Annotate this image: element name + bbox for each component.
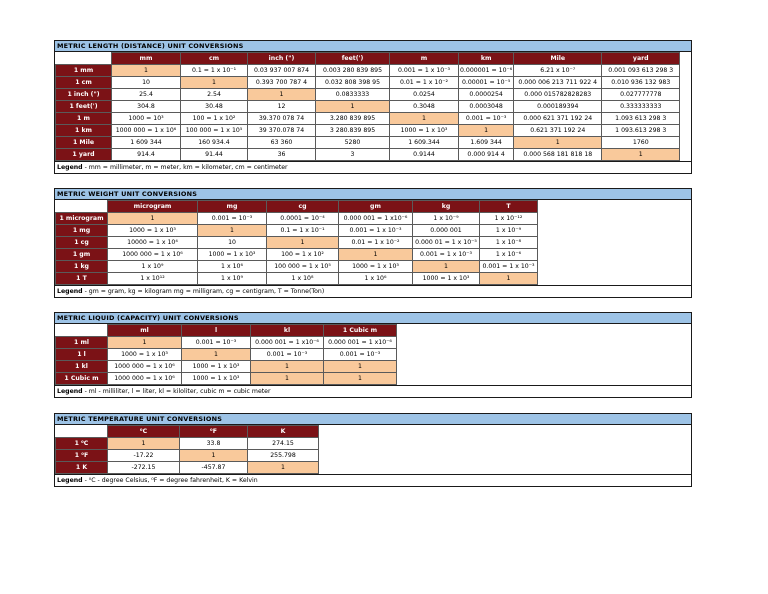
table-cell: 914.4 xyxy=(112,149,181,161)
table-cell: 0.001 = 10⁻³ xyxy=(251,349,324,361)
column-header: kl xyxy=(251,325,324,337)
legend xyxy=(55,385,691,397)
row-header: 1 microgram xyxy=(56,213,108,225)
table-cell: 0.3048 xyxy=(390,101,459,113)
row-header: 1 cg xyxy=(56,237,108,249)
header-row xyxy=(56,53,680,65)
table-cell: 0.001 = 10⁻³ xyxy=(324,349,397,361)
table-cell: 100 = 1 x 10² xyxy=(267,249,339,261)
table-cell: 0.000 01 = 1 x 10⁻⁵ xyxy=(413,237,480,249)
column-header: K xyxy=(248,426,319,438)
table-cell: 100 = 1 x 10² xyxy=(181,113,248,125)
table-cell: 1000 = 1 x 10³ xyxy=(108,225,198,237)
legend xyxy=(55,474,691,486)
table-cell: 0.000 006 213 711 922 4 xyxy=(514,77,602,89)
table-cell: 1 xyxy=(602,149,680,161)
table-cell: 1 xyxy=(108,438,180,450)
table-cell: 1 xyxy=(267,237,339,249)
table-cell: 0.1 = 1 x 10⁻¹ xyxy=(181,65,248,77)
table-cell: 1 xyxy=(514,137,602,149)
column-header: feet(') xyxy=(316,53,390,65)
legend-text: - gm = gram, kg = kilogram mg = milligram, cg = centigram, T = Tonne(Ton) xyxy=(82,288,325,295)
table-cell: 1000 000 = 1 x 10⁶ xyxy=(108,361,182,373)
column-header: T xyxy=(480,201,538,213)
table-cell: 0.000189394 xyxy=(514,101,602,113)
table-cell: 304.8 xyxy=(112,101,181,113)
weight-conversion-section xyxy=(54,188,692,298)
table-cell: 0.001 093 613 298 3 xyxy=(602,65,680,77)
column-header: microgram xyxy=(108,201,198,213)
row-header: 1 inch (") xyxy=(56,89,112,101)
table-cell: 0.621 371 192 24 xyxy=(514,125,602,137)
table-cell: 10000 = 1 x 10⁴ xyxy=(108,237,198,249)
table-cell: 0.032 808 398 95 xyxy=(316,77,390,89)
table-cell: 1 x 10⁶ xyxy=(339,273,413,285)
table-cell: 1 xyxy=(108,213,198,225)
column-header: cm xyxy=(181,53,248,65)
row-header: 1 mg xyxy=(56,225,108,237)
table-cell: 0.0833333 xyxy=(316,89,390,101)
legend xyxy=(55,161,691,173)
table-cell: 25.4 xyxy=(112,89,181,101)
table-cell: 0.001 = 1 x 10⁻³ xyxy=(339,225,413,237)
table-row xyxy=(56,113,680,125)
column-header: ⁰F xyxy=(180,426,248,438)
header-row xyxy=(56,201,538,213)
column-header: Mile xyxy=(514,53,602,65)
column-header: m xyxy=(390,53,459,65)
table-cell: 1 xyxy=(180,450,248,462)
table-cell: 6.21 x 10⁻⁷ xyxy=(514,65,602,77)
table-cell: 5280 xyxy=(316,137,390,149)
table-cell: 1 093.613 298 3 xyxy=(602,125,680,137)
section-title: METRIC WEIGHT UNIT CONVERSIONS xyxy=(55,189,691,200)
table-cell: 0.001 = 1 x 10⁻³ xyxy=(390,65,459,77)
table-cell: 100 000 = 1 x 10⁵ xyxy=(267,261,339,273)
table-cell: 0.03 937 007 874 xyxy=(248,65,316,77)
table-cell: 1 xyxy=(108,337,182,349)
table-cell: 1.609 344 xyxy=(459,137,514,149)
table-row xyxy=(56,77,680,89)
column-header: l xyxy=(182,325,251,337)
table-cell: -17.22 xyxy=(108,450,180,462)
table-cell: 0.027777778 xyxy=(602,89,680,101)
column-header: kg xyxy=(413,201,480,213)
table-cell: 1 xyxy=(251,361,324,373)
column-header: ml xyxy=(108,325,182,337)
table-cell: 0.001 = 10⁻³ xyxy=(198,213,267,225)
table-cell: 3.280 839 895 xyxy=(316,113,390,125)
table-row xyxy=(56,137,680,149)
table-row xyxy=(56,337,397,349)
table-cell: 0.333333333 xyxy=(602,101,680,113)
table-cell: 1000 000 = 1 x 10⁶ xyxy=(108,373,182,385)
length-conversion-section xyxy=(54,40,692,174)
table-cell: 160 934.4 xyxy=(181,137,248,149)
table-cell: 2.54 xyxy=(181,89,248,101)
table-row xyxy=(56,213,538,225)
table-cell: 1 x 10⁹ xyxy=(108,261,198,273)
column-header: km xyxy=(459,53,514,65)
table-cell: 1000 = 1 x 10³ xyxy=(182,373,251,385)
table-row xyxy=(56,225,538,237)
table-cell: -457.87 xyxy=(180,462,248,474)
table-cell: 3 280.839 895 xyxy=(316,125,390,137)
row-header: 1 ⁰C xyxy=(56,438,108,450)
length-conversion-table xyxy=(55,52,680,161)
table-cell: 1000 000 = 1 x 10⁶ xyxy=(108,249,198,261)
table-cell: 1 xyxy=(112,65,181,77)
row-header: 1 m xyxy=(56,113,112,125)
row-header: 1 feet(') xyxy=(56,101,112,113)
table-cell: 1 xyxy=(181,77,248,89)
table-row xyxy=(56,438,319,450)
row-header: 1 km xyxy=(56,125,112,137)
table-cell: 3 xyxy=(316,149,390,161)
row-header: 1 ⁰F xyxy=(56,450,108,462)
row-header: 1 l xyxy=(56,349,108,361)
table-cell: 1 xyxy=(324,361,397,373)
row-header: 1 gm xyxy=(56,249,108,261)
table-cell: 1000 = 1 x 10³ xyxy=(413,273,480,285)
table-cell: 0.000 001 xyxy=(413,225,480,237)
table-cell: 0.0003048 xyxy=(459,101,514,113)
table-cell: 30.48 xyxy=(181,101,248,113)
table-cell: 1000 000 = 1 x 10⁶ xyxy=(112,125,181,137)
table-cell: 0.010 936 132 983 xyxy=(602,77,680,89)
table-cell: 0.001 = 10⁻³ xyxy=(459,113,514,125)
liquid-conversion-table xyxy=(55,324,397,385)
row-header: 1 kg xyxy=(56,261,108,273)
table-cell: 91.44 xyxy=(181,149,248,161)
corner-cell xyxy=(56,325,108,337)
table-cell: 1760 xyxy=(602,137,680,149)
weight-conversion-table xyxy=(55,200,538,285)
table-cell: 1 x 10⁻¹² xyxy=(480,213,538,225)
table-cell: 1 x 10⁻⁹ xyxy=(480,225,538,237)
table-cell: 0.003 280 839 895 xyxy=(316,65,390,77)
table-cell: 1000 = 1 x 10³ xyxy=(390,125,459,137)
table-cell: 0.0254 xyxy=(390,89,459,101)
legend-text: - ⁰C - degree Celsius, ⁰F = degree fahrenheit, K = Kelvin xyxy=(82,477,258,484)
table-cell: 1 xyxy=(198,225,267,237)
table-cell: -272.15 xyxy=(108,462,180,474)
section-title: METRIC TEMPERATURE UNIT CONVERSIONS xyxy=(55,414,691,425)
table-cell: 1 609.344 xyxy=(390,137,459,149)
table-cell: 0.01 = 1 x 10⁻² xyxy=(390,77,459,89)
table-cell: 0.01 = 1 x 10⁻² xyxy=(339,237,413,249)
table-row xyxy=(56,462,319,474)
table-cell: 1 xyxy=(459,125,514,137)
table-cell: 0.9144 xyxy=(390,149,459,161)
corner-cell xyxy=(56,426,108,438)
row-header: 1 Mile xyxy=(56,137,112,149)
table-cell: 1 xyxy=(316,101,390,113)
table-cell: 1 xyxy=(248,462,319,474)
table-cell: 1 x 10⁻⁸ xyxy=(480,237,538,249)
temperature-conversion-section xyxy=(54,413,692,487)
table-cell: 1 xyxy=(324,373,397,385)
table-cell: 0.000 001 = 1 x10⁻⁶ xyxy=(324,337,397,349)
legend-label: Legend xyxy=(57,288,83,295)
column-header: ⁰C xyxy=(108,426,180,438)
table-cell: 36 xyxy=(248,149,316,161)
table-row xyxy=(56,261,538,273)
table-cell: 0.000001 = 10⁻⁶ xyxy=(459,65,514,77)
row-header: 1 K xyxy=(56,462,108,474)
table-cell: 0.000 001 = 1 x10⁻⁶ xyxy=(339,213,413,225)
table-row xyxy=(56,249,538,261)
table-row xyxy=(56,149,680,161)
column-header: cg xyxy=(267,201,339,213)
table-cell: 1 xyxy=(339,249,413,261)
table-cell: 0.000 001 = 1 x10⁻⁶ xyxy=(251,337,324,349)
table-cell: 0.000 015782828283 xyxy=(514,89,602,101)
legend-label: Legend xyxy=(57,164,83,171)
header-row xyxy=(56,426,319,438)
table-cell: 0.00001 = 10⁻⁵ xyxy=(459,77,514,89)
table-cell: 1 x 10⁹ xyxy=(198,273,267,285)
legend-label: Legend xyxy=(57,388,83,395)
row-header: 1 ml xyxy=(56,337,108,349)
liquid-conversion-section xyxy=(54,312,692,398)
table-cell: 100 000 = 1 x 10⁵ xyxy=(181,125,248,137)
section-title: METRIC LENGTH (DISTANCE) UNIT CONVERSIONS xyxy=(55,41,691,52)
row-header: 1 Cubic m xyxy=(56,373,108,385)
table-cell: 1 xyxy=(390,113,459,125)
table-cell: 1 xyxy=(248,89,316,101)
legend xyxy=(55,285,691,297)
temperature-conversion-table xyxy=(55,425,319,474)
column-header: 1 Cubic m xyxy=(324,325,397,337)
table-row xyxy=(56,65,680,77)
table-cell: 10 xyxy=(112,77,181,89)
legend-text: - ml - milliliter, l = liter, kl = kiloliter, cubic m = cubic meter xyxy=(82,388,271,395)
table-cell: 1 x 10⁻⁶ xyxy=(480,249,538,261)
table-cell: 0.0000254 xyxy=(459,89,514,101)
table-row xyxy=(56,273,538,285)
column-header: gm xyxy=(339,201,413,213)
table-cell: 1 x 10⁶ xyxy=(198,261,267,273)
table-cell: 12 xyxy=(248,101,316,113)
table-cell: 0.000 621 371 192 24 xyxy=(514,113,602,125)
table-cell: 39 370.078 74 xyxy=(248,125,316,137)
table-cell: 1000 = 1 x 10³ xyxy=(198,249,267,261)
table-cell: 0.1 = 1 x 10⁻¹ xyxy=(267,225,339,237)
table-cell: 1000 = 1 x 10³ xyxy=(108,349,182,361)
table-cell: 1 x 10⁸ xyxy=(267,273,339,285)
table-cell: 0.000 914 4 xyxy=(459,149,514,161)
table-cell: 274.15 xyxy=(248,438,319,450)
table-row xyxy=(56,125,680,137)
table-cell: 1 xyxy=(480,273,538,285)
column-header: inch (") xyxy=(248,53,316,65)
column-header: mm xyxy=(112,53,181,65)
table-cell: 0.393 700 787 4 xyxy=(248,77,316,89)
table-row xyxy=(56,349,397,361)
table-cell: 33.8 xyxy=(180,438,248,450)
table-row xyxy=(56,101,680,113)
legend-label: Legend xyxy=(57,477,83,484)
table-row xyxy=(56,361,397,373)
table-cell: 0.001 = 10⁻³ xyxy=(182,337,251,349)
header-row xyxy=(56,325,397,337)
table-cell: 39.370 078 74 xyxy=(248,113,316,125)
table-cell: 1000 = 1 x 10³ xyxy=(339,261,413,273)
row-header: 1 cm xyxy=(56,77,112,89)
table-cell: 0.0001 = 10⁻⁴ xyxy=(267,213,339,225)
table-cell: 255.798 xyxy=(248,450,319,462)
table-cell: 63 360 xyxy=(248,137,316,149)
table-cell: 0.000 568 181 818 18 xyxy=(514,149,602,161)
table-row xyxy=(56,89,680,101)
corner-cell xyxy=(56,53,112,65)
table-cell: 1 x 10¹² xyxy=(108,273,198,285)
table-cell: 1 xyxy=(182,349,251,361)
table-cell: 1 xyxy=(251,373,324,385)
row-header: 1 yard xyxy=(56,149,112,161)
legend-text: - mm = millimeter, m = meter, km = kilometer, cm = centimeter xyxy=(82,164,288,171)
table-cell: 1000 = 1 x 10³ xyxy=(182,361,251,373)
table-cell: 1 xyxy=(413,261,480,273)
column-header: mg xyxy=(198,201,267,213)
row-header: 1 mm xyxy=(56,65,112,77)
table-cell: 1 609 344 xyxy=(112,137,181,149)
table-cell: 0.001 = 1 x 10⁻³ xyxy=(413,249,480,261)
table-cell: 1 x 10⁻⁹ xyxy=(413,213,480,225)
column-header: yard xyxy=(602,53,680,65)
row-header: 1 kl xyxy=(56,361,108,373)
table-row xyxy=(56,237,538,249)
table-cell: 1000 = 10³ xyxy=(112,113,181,125)
table-cell: 1.093 613 298 3 xyxy=(602,113,680,125)
table-row xyxy=(56,373,397,385)
table-row xyxy=(56,450,319,462)
row-header: 1 T xyxy=(56,273,108,285)
section-title: METRIC LIQUID (CAPACITY) UNIT CONVERSIONS xyxy=(55,313,691,324)
corner-cell xyxy=(56,201,108,213)
table-cell: 0.001 = 1 x 10⁻³ xyxy=(480,261,538,273)
table-cell: 10 xyxy=(198,237,267,249)
